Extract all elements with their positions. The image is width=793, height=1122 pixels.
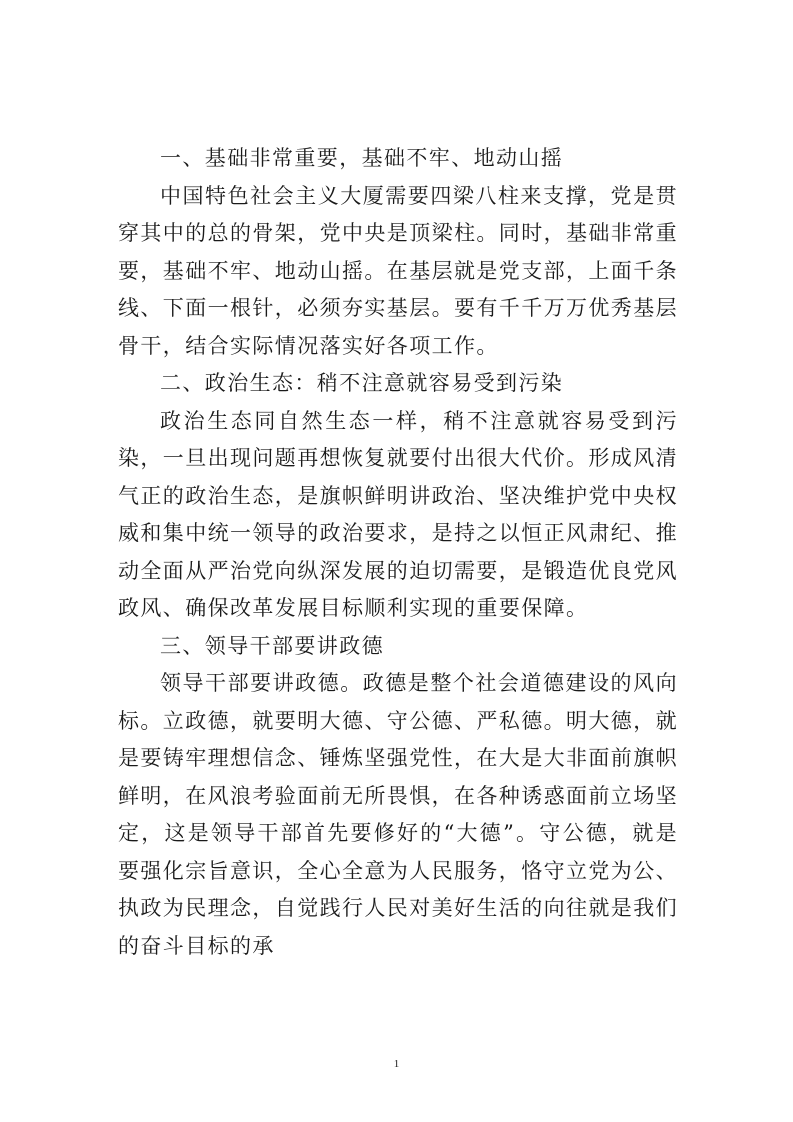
section-paragraph-2: 政治生态同自然生态一样，稍不注意就容易受到污染，一旦出现问题再想恢复就要付出很大代价。形成风清气正的政治生态，是旗帜鲜明讲政治、坚决维护党中央权威和集中统一领导的政治要求，是持之以恒正风肃纪、推动全面从严治党向纵深发展的迫切需要，是锻造优良党风政风、确保改革发展目标顺利实现的重要保障。 [118, 408, 678, 620]
section-heading-2: 二、政治生态：稍不注意就容易受到污染 [160, 371, 564, 395]
section-heading-1: 一、基础非常重要，基础不牢、地动山摇 [160, 146, 564, 170]
section-heading-3: 三、领导干部要讲政德 [160, 633, 384, 658]
section-paragraph-3: 领导干部要讲政德。政德是整个社会道德建设的风向标。立政德，就要明大德、守公德、严私德。明大德，就是要铸牢理想信念、锤炼坚强党性，在大是大非面前旗帜鲜明，在风浪考验面前无所畏惧，在各种诱惑面前立场坚定，这是领导干部首先要修好的“大德”。守公德，就是要强化宗旨意识，全心全意为人民服务，恪守立党为公、执政为民理念，自觉践行人民对美好生活的向往就是我们的奋斗目标的承 [118, 671, 678, 958]
document-body [118, 140, 678, 965]
section-paragraph-1: 中国特色社会主义大厦需要四梁八柱来支撑，党是贯穿其中的总的骨架，党中央是顶梁柱。同时，基础非常重要，基础不牢、地动山摇。在基层就是党支部，上面千条线、下面一根针，必须夯实基层。要有千千万万优秀基层骨干，结合实际情况落实好各项工作。 [118, 183, 678, 358]
page-number: 1 [393, 1058, 400, 1070]
